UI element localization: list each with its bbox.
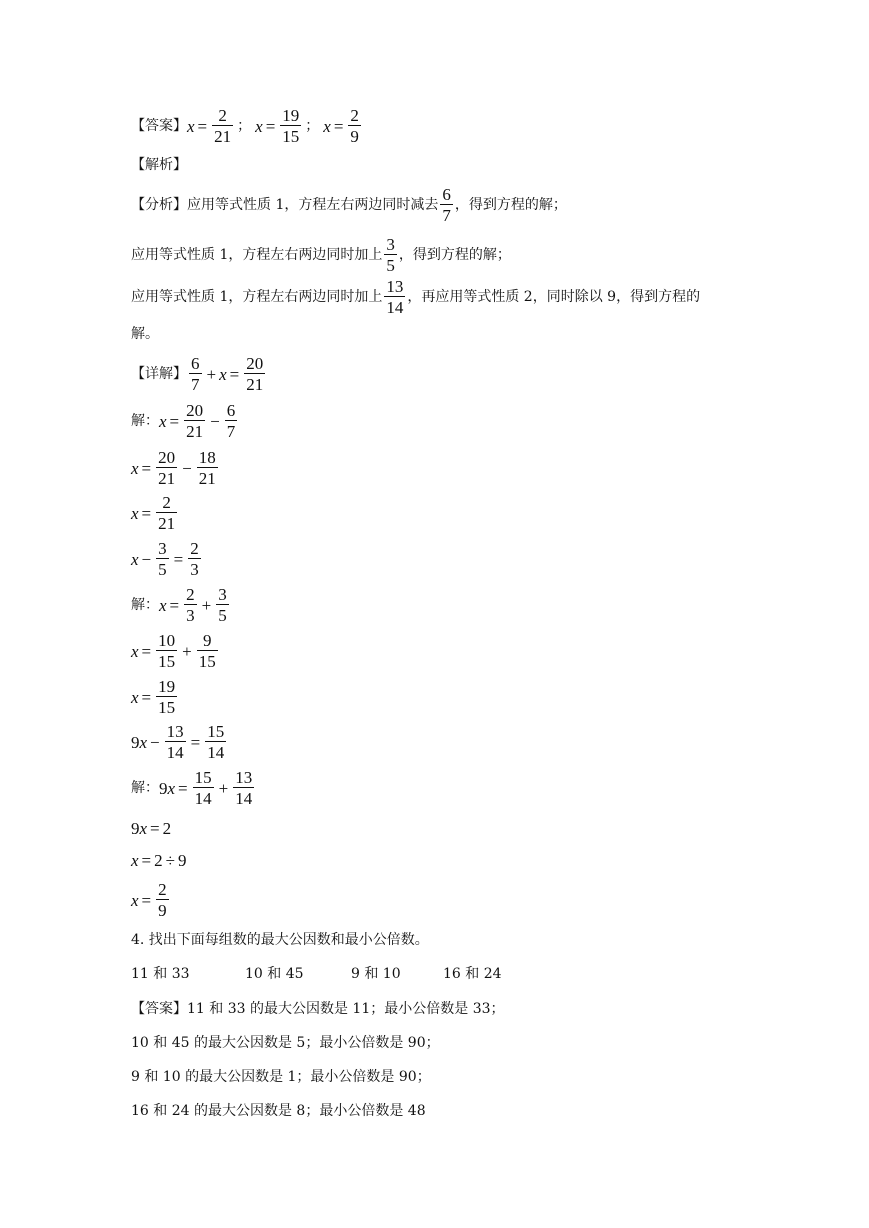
question-4-answer-3: 9 和 10 的最大公因数是 1；最小公倍数是 90；	[131, 1069, 431, 1085]
question-4-title: 4. 找出下面每组数的最大公因数和最小公倍数。	[131, 932, 429, 948]
detail-eq2-step-3: x = $\frac{19}{15}$	[131, 677, 176, 717]
analysis-line-2: 应用等式性质 1，方程左右两边同时加上 $\frac{3}{5}$ ，得到方程的解；	[131, 235, 511, 275]
detail-eq1-step-2: x = $\frac{20}{21}$ − $\frac{18}{21}$	[131, 448, 216, 488]
group-4: 16 和 24	[443, 966, 502, 982]
analysis-line-3: 应用等式性质 1，方程左右两边同时加上 $\frac{13}{14}$ ，再应用等式性质 2，同时除以 9，得到方程的	[131, 277, 701, 317]
question-4-groups	[131, 967, 502, 981]
answer-label: 【答案】	[131, 118, 187, 134]
answer-solution-2: x = $\frac{19}{15}$	[255, 106, 300, 146]
detail-eq1-step-3: x = $\frac{2}{21}$	[131, 493, 176, 533]
group-3: 9 和 10	[351, 966, 401, 982]
question-4-answer-4: 16 和 24 的最大公因数是 8；最小公倍数是 48	[131, 1103, 426, 1119]
detail-equation-2: x − $\frac{3}{5}$ = $\frac{2}{3}$	[131, 539, 199, 579]
question-4-answer-1: 【答案】 11 和 33 的最大公因数是 11；最小公倍数是 33；	[131, 1001, 505, 1017]
detail-eq2-step-2: x = $\frac{10}{15}$ + $\frac{9}{15}$	[131, 631, 216, 671]
answer-solution-1: x = $\frac{2}{21}$	[187, 106, 232, 146]
group-2: 10 和 45	[245, 966, 304, 982]
analysis-header: 【解析】	[131, 157, 187, 173]
detail-eq2-step-1: 解： x = $\frac{2}{3}$ + $\frac{3}{5}$	[131, 585, 227, 625]
detail-equation-3: 9 x − $\frac{13}{14}$ = $\frac{15}{14}$	[131, 722, 225, 762]
question-4-answer-2: 10 和 45 的最大公因数是 5；最小公倍数是 90；	[131, 1035, 440, 1051]
group-1: 11 和 33	[131, 966, 190, 982]
detail-eq3-step-2: 9 x = 2	[131, 819, 172, 838]
detail-eq3-step-4: x = $\frac{2}{9}$	[131, 880, 167, 920]
detail-equation-1: 【详解】 $\frac{6}{7}$ + x = $\frac{20}{21}$	[131, 354, 264, 394]
detail-eq1-step-1: 解： x = $\frac{20}{21}$ − $\frac{6}{7}$	[131, 401, 236, 441]
detail-eq3-step-3: x = 2 ÷ 9	[131, 851, 187, 870]
detail-eq3-step-1: 解： 9 x = $\frac{15}{14}$ + $\frac{13}{14}$	[131, 768, 253, 808]
answer-solution-3: x = $\frac{2}{9}$	[323, 106, 359, 146]
analysis-line-1: 【分析】 应用等式性质 1，方程左右两边同时减去 $\frac{6}{7}$ ，得到方程的解；	[131, 185, 567, 225]
analysis-line-4: 解。	[131, 326, 159, 342]
answer-line-q3: 【答案】 x = $\frac{2}{21}$ ； x = $\frac{19}{15}$ ； x = $\frac{2}{9}$	[131, 107, 363, 145]
